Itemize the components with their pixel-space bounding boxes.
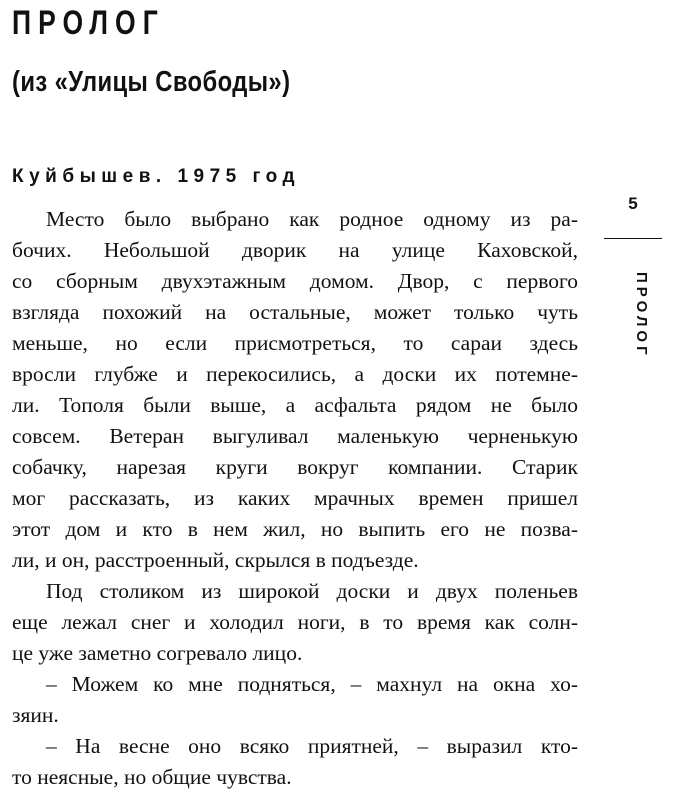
chapter-title: ПРОЛОГ bbox=[12, 4, 165, 42]
text-line: Под столиком из широкой доски и двух поленьев bbox=[46, 579, 578, 603]
text-line: этот дом и кто в нем жил, но выпить его не позва- bbox=[12, 517, 578, 541]
sidebar-divider bbox=[604, 238, 662, 239]
text-line: то неясные, но общие чувства. bbox=[12, 765, 292, 789]
text-line: меньше, но если присмотреться, то сараи здесь bbox=[12, 331, 578, 355]
text-line: мог рассказать, из каких мрачных времен пришел bbox=[12, 486, 578, 510]
text-line: совсем. Ветеран выгуливал маленькую черненькую bbox=[12, 424, 578, 448]
text-line: ли, и он, расстроенный, скрылся в подъезде. bbox=[12, 548, 419, 572]
text-line: Место было выбрано как родное одному из ра- bbox=[46, 207, 578, 231]
body-text bbox=[12, 204, 578, 793]
text-line: еще лежал снег и холодил ноги, в то время как солн- bbox=[12, 610, 578, 634]
section-heading: Куйбышев. 1975 год bbox=[12, 166, 301, 187]
text-line: ли. Тополя были выше, а асфальта рядом не было bbox=[12, 393, 578, 417]
text-line: – Можем ко мне подняться, – махнул на окна хо- bbox=[46, 672, 578, 696]
text-line: зяин. bbox=[12, 703, 59, 727]
text-line: собачку, нарезая круги вокруг компании. Старик bbox=[12, 455, 578, 479]
text-line: – На весне оно всяко приятней, – выразил кто- bbox=[46, 734, 578, 758]
text-line: со сборным двухэтажным домом. Двор, с первого bbox=[12, 269, 578, 293]
text-line: це уже заметно согревало лицо. bbox=[12, 641, 303, 665]
text-line: бочих. Небольшой дворик на улице Каховской, bbox=[12, 238, 578, 262]
text-line: взгляда похожий на остальные, может только чуть bbox=[12, 300, 578, 324]
text-line: вросли глубже и перекосились, а доски их потемне- bbox=[12, 362, 578, 386]
chapter-subtitle: (из «Улицы Свободы») bbox=[12, 66, 291, 98]
page-number: 5 bbox=[628, 194, 638, 213]
running-head: ПРОЛОГ bbox=[633, 272, 650, 359]
